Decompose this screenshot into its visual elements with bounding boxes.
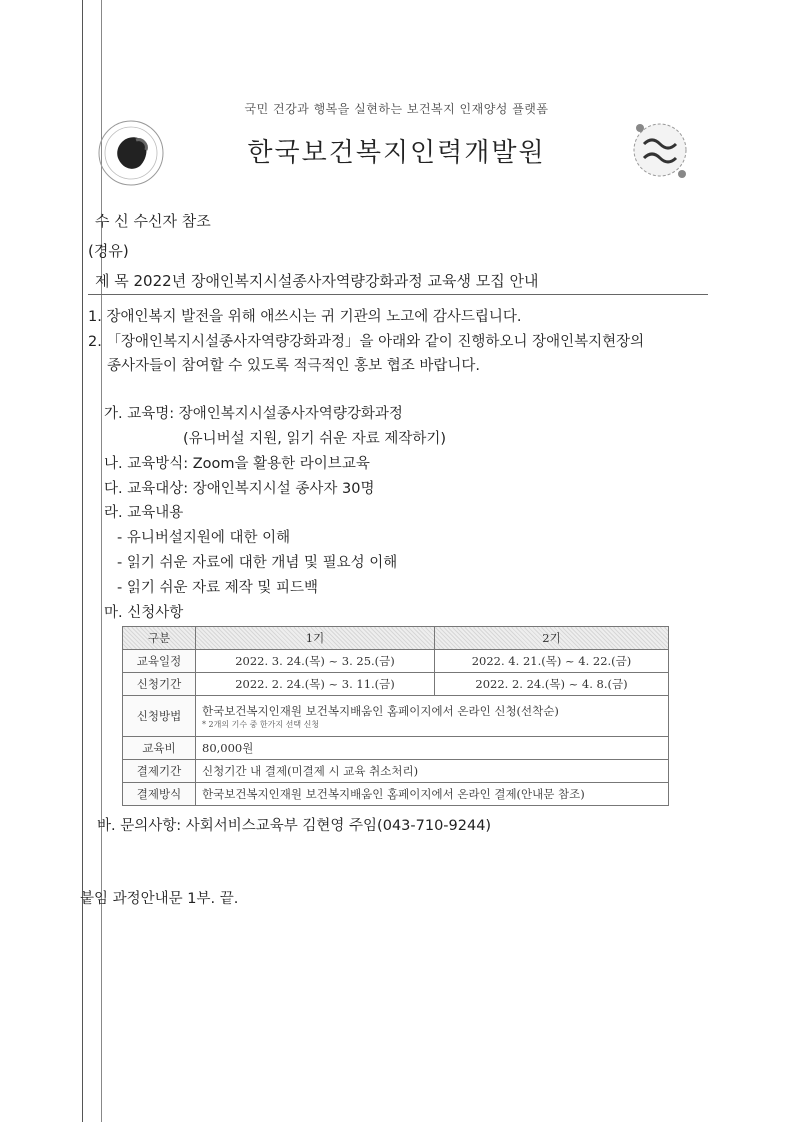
recipient-line: 수 신 수신자 참조 — [95, 212, 211, 230]
table-row — [123, 760, 669, 783]
item-na: 나. 교육방식: Zoom을 활용한 라이브교육 — [104, 456, 370, 472]
table-cell: 2022. 4. 21.(목) ~ 4. 22.(금) — [435, 650, 669, 673]
slogan: 국민 건강과 행복을 실현하는 보건복지 인재양성 플랫폼 — [244, 102, 549, 116]
table-cell: 한국보건복지인재원 보건복지배움인 홈페이지에서 온라인 결제(안내문 참조) — [196, 783, 669, 806]
apply-method-note: * 2개의 기수 중 한가지 선택 신청 — [202, 719, 320, 729]
row-label: 교육비 — [123, 737, 196, 760]
content-item-2: - 읽기 쉬운 자료에 대한 개념 및 필요성 이해 — [117, 555, 398, 571]
item-da: 다. 교육대상: 장애인복지시설 종사자 30명 — [104, 481, 375, 497]
content-item-3: - 읽기 쉬운 자료 제작 및 피드백 — [117, 580, 318, 596]
table-cell: 신청기간 내 결제(미결제 시 교육 취소처리) — [196, 760, 669, 783]
paragraph-1: 1. 장애인복지 발전을 위해 애쓰시는 귀 기관의 노고에 감사드립니다. — [88, 309, 522, 325]
table-row — [123, 783, 669, 806]
header-category: 구분 — [123, 627, 196, 650]
table-cell: 2022. 2. 24.(목) ~ 4. 8.(금) — [435, 673, 669, 696]
subject-line: 제 목 2022년 장애인복지시설종사자역량강화과정 교육생 모집 안내 — [95, 272, 539, 290]
row-label: 신청기간 — [123, 673, 196, 696]
integrity-logo-icon — [630, 120, 690, 182]
table-cell: 2022. 2. 24.(목) ~ 3. 11.(금) — [196, 673, 435, 696]
apply-method-text: 한국보건복지인재원 보건복지배움인 홈페이지에서 온라인 신청(선착순) — [202, 703, 559, 718]
subject-divider — [88, 294, 708, 295]
item-ra: 라. 교육내용 — [104, 505, 184, 521]
row-label: 결제방식 — [123, 783, 196, 806]
row-label: 교육일정 — [123, 650, 196, 673]
table-cell: 80,000원 — [196, 737, 669, 760]
header-session-2: 2기 — [435, 627, 669, 650]
table-row — [123, 673, 669, 696]
row-label: 결제기간 — [123, 760, 196, 783]
paragraph-2-line-2: 종사자들이 참여할 수 있도록 적극적인 홍보 협조 바랍니다. — [107, 358, 481, 374]
table-cell — [196, 696, 669, 737]
table-cell: 2022. 3. 24.(목) ~ 3. 25.(금) — [196, 650, 435, 673]
table-header-row — [123, 627, 669, 650]
attachment-line: 붙임 과정안내문 1부. 끝. — [80, 891, 239, 907]
via-line: (경유) — [88, 242, 129, 260]
content-item-1: - 유니버설지원에 대한 이해 — [117, 530, 291, 546]
row-label: 신청방법 — [123, 696, 196, 737]
organization-name: 한국보건복지인력개발원 — [247, 138, 546, 168]
application-table — [122, 626, 669, 806]
table-row — [123, 737, 669, 760]
paragraph-2-line-1: 2. 「장애인복지시설종사자역량강화과정」을 아래와 같이 진행하오니 장애인복지현장의 — [88, 334, 645, 350]
table-row — [123, 696, 669, 737]
table-row — [123, 650, 669, 673]
item-ga-subtitle: (유니버설 지원, 읽기 쉬운 자료 제작하기) — [183, 431, 447, 447]
item-ga: 가. 교육명: 장애인복지시설종사자역량강화과정 — [104, 406, 403, 422]
item-ba-contact: 바. 문의사항: 사회서비스교육부 김현영 주임(043-710-9244) — [97, 818, 492, 834]
item-ma: 마. 신청사항 — [104, 605, 184, 621]
header-session-1: 1기 — [196, 627, 435, 650]
